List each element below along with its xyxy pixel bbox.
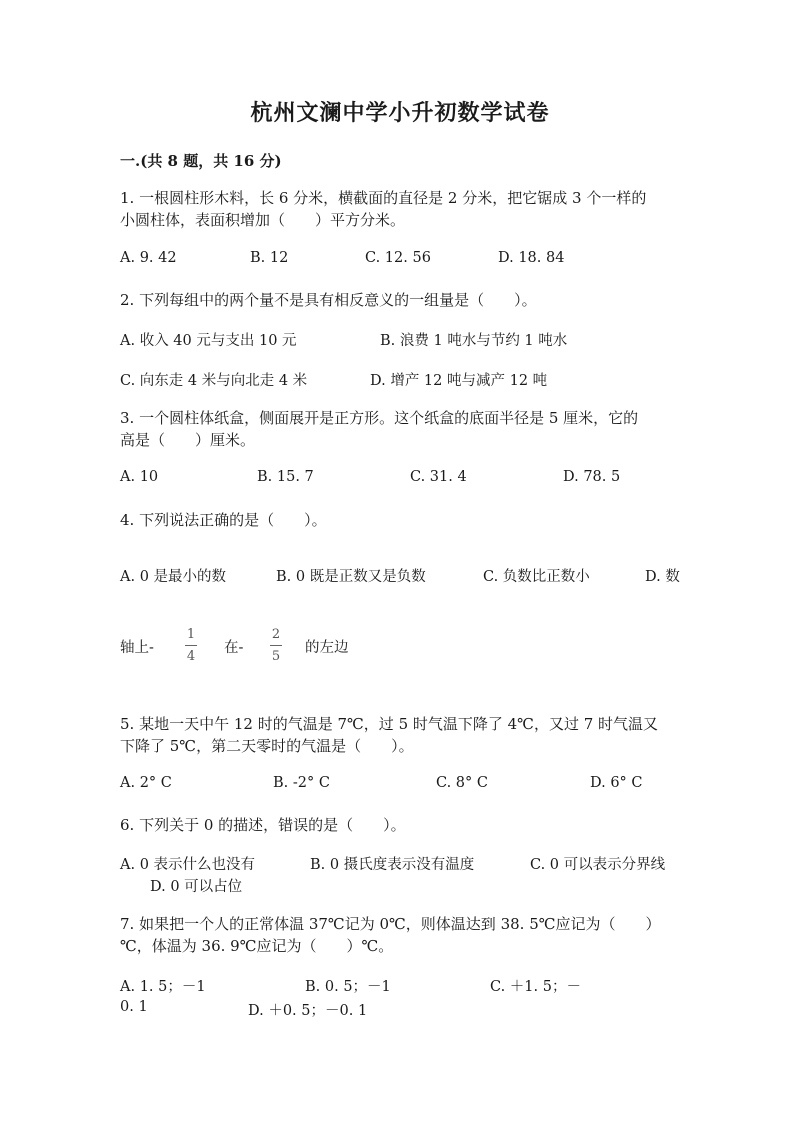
question-4-continuation-suffix: 的左边 bbox=[305, 640, 349, 656]
question-2-option-a[interactable]: A. 收入 40 元与支出 10 元 bbox=[120, 333, 297, 349]
question-4-option-b[interactable]: B. 0 既是正数又是负数 bbox=[276, 569, 426, 585]
fraction-one-quarter bbox=[184, 627, 198, 664]
question-6-option-d[interactable]: D. 0 可以占位 bbox=[150, 879, 243, 895]
question-1-option-d[interactable]: D. 18. 84 bbox=[498, 250, 565, 266]
question-3-stem-line-1: 3. 一个圆柱体纸盒，侧面展开是正方形。这个纸盒的底面半径是 5 厘米，它的 bbox=[120, 409, 639, 427]
question-5-stem-line-1: 5. 某地一天中午 12 时的气温是 7℃，过 5 时气温下降了 4℃，又过 7 时气温又 bbox=[120, 715, 659, 733]
question-1-option-c[interactable]: C. 12. 56 bbox=[365, 250, 431, 266]
section-heading: 一.(共 8 题，共 16 分) bbox=[120, 152, 282, 170]
fraction-numerator: 2 bbox=[271, 627, 281, 642]
fraction-bar bbox=[185, 645, 197, 646]
question-2-stem-line-1: 2. 下列每组中的两个量不是具有相反意义的一组量是（ ）。 bbox=[120, 291, 537, 309]
question-6-option-c[interactable]: C. 0 可以表示分界线 bbox=[530, 857, 666, 873]
question-4-option-a[interactable]: A. 0 是最小的数 bbox=[120, 569, 227, 585]
question-7-option-c[interactable]: C. ＋1. 5；－ bbox=[490, 979, 581, 995]
question-7-option-c-wrap: 0. 1 bbox=[120, 999, 148, 1015]
question-5-stem-line-2: 下降了 5℃，第二天零时的气温是（ ）。 bbox=[120, 737, 414, 755]
question-3-option-b[interactable]: B. 15. 7 bbox=[257, 469, 314, 485]
question-4-option-d[interactable]: D. 数 bbox=[645, 569, 680, 585]
question-7-option-d[interactable]: D. ＋0. 5；－0. 1 bbox=[248, 1003, 368, 1019]
question-6-option-b[interactable]: B. 0 摄氏度表示没有温度 bbox=[310, 857, 475, 873]
fraction-two-fifths bbox=[269, 627, 283, 664]
question-7-option-a[interactable]: A. 1. 5；－1 bbox=[120, 979, 206, 995]
question-3-option-d[interactable]: D. 78. 5 bbox=[563, 469, 621, 485]
question-7-option-b[interactable]: B. 0. 5；－1 bbox=[305, 979, 391, 995]
question-5-option-a[interactable]: A. 2° C bbox=[120, 775, 172, 791]
question-5-option-d[interactable]: D. 6° C bbox=[590, 775, 643, 791]
question-4-option-c[interactable]: C. 负数比正数小 bbox=[483, 569, 590, 585]
question-4-stem-line-1: 4. 下列说法正确的是（ ）。 bbox=[120, 511, 327, 529]
question-4-continuation-prefix: 轴上- bbox=[120, 640, 154, 656]
exam-title: 杭州文澜中学小升初数学试卷 bbox=[250, 100, 550, 126]
question-4-continuation-middle: 在- bbox=[224, 640, 244, 656]
question-6-stem-line-1: 6. 下列关于 0 的描述，错误的是（ ）。 bbox=[120, 816, 406, 834]
question-3-stem-line-2: 高是（ ）厘米。 bbox=[120, 431, 256, 449]
question-2-option-d[interactable]: D. 增产 12 吨与减产 12 吨 bbox=[370, 373, 548, 389]
fraction-denominator: 4 bbox=[186, 649, 196, 664]
fraction-denominator: 5 bbox=[271, 649, 281, 664]
question-7-stem-line-2: ℃，体温为 36. 9℃应记为（ ）℃。 bbox=[120, 937, 394, 955]
question-1-stem-line-1: 1. 一根圆柱形木料，长 6 分米，横截面的直径是 2 分米，把它锯成 3 个一样的 bbox=[120, 189, 647, 207]
question-2-option-b[interactable]: B. 浪费 1 吨水与节约 1 吨水 bbox=[380, 333, 568, 349]
question-2-option-c[interactable]: C. 向东走 4 米与向北走 4 米 bbox=[120, 373, 308, 389]
fraction-numerator: 1 bbox=[186, 627, 196, 642]
question-7-stem-line-1: 7. 如果把一个人的正常体温 37℃记为 0℃，则体温达到 38. 5℃应记为（ ） bbox=[120, 915, 661, 933]
question-3-option-c[interactable]: C. 31. 4 bbox=[410, 469, 467, 485]
question-5-option-b[interactable]: B. -2° C bbox=[273, 775, 330, 791]
question-6-option-a[interactable]: A. 0 表示什么也没有 bbox=[120, 857, 256, 873]
question-5-option-c[interactable]: C. 8° C bbox=[436, 775, 488, 791]
question-1-stem-line-2: 小圆柱体，表面积增加（ ）平方分米。 bbox=[120, 211, 406, 229]
question-1-option-b[interactable]: B. 12 bbox=[250, 250, 289, 266]
fraction-bar bbox=[270, 645, 282, 646]
question-3-option-a[interactable]: A. 10 bbox=[120, 469, 159, 485]
question-1-option-a[interactable]: A. 9. 42 bbox=[120, 250, 177, 266]
